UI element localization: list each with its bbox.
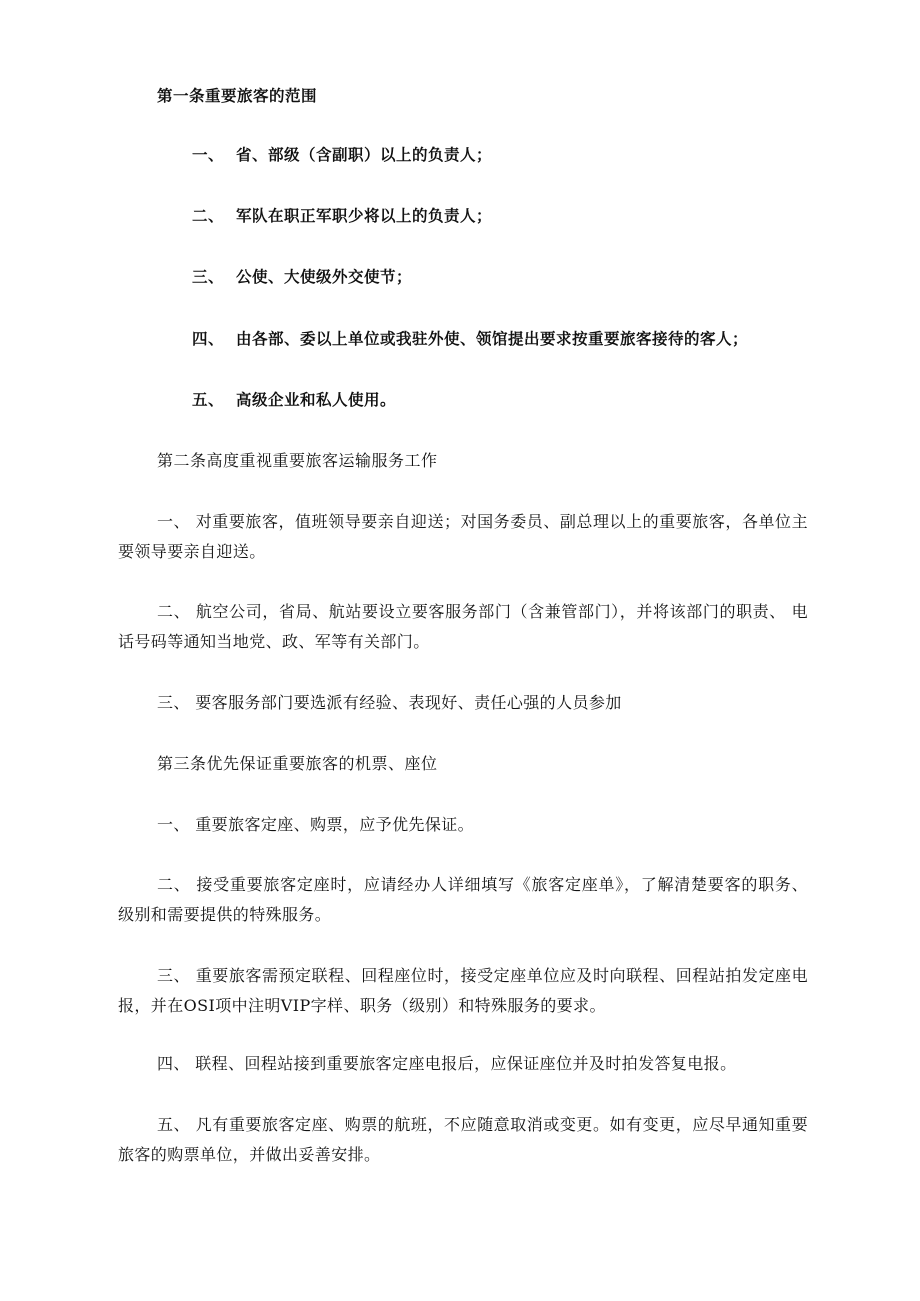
article-3-title: 第三条优先保证重要旅客的机票、座位 (157, 754, 438, 773)
article-3-paragraph: 三、 重要旅客需预定联程、回程座位时，接受定座单位应及时向联程、回程站拍发定座电报，并在OSI项中注明VIP字样、职务（级别）和特殊服务的要求。 (118, 966, 808, 1015)
item-number: 三、 (192, 268, 225, 286)
article-3-paragraph: 四、 联程、回程站接到重要旅客定座电报后，应保证座位并及时拍发答复电报。 (157, 1054, 737, 1073)
item-text: 高级企业和私人使用。 (236, 391, 397, 409)
article-1-item (192, 206, 492, 226)
item-text: 军队在职正军职少将以上的负责人； (236, 207, 493, 225)
article-2-title: 第二条高度重视重要旅客运输服务工作 (157, 451, 438, 470)
item-number: 五、 (192, 391, 225, 409)
article-2-paragraph: 三、 要客服务部门要选派有经验、表现好、责任心强的人员参加 (157, 693, 622, 712)
item-text: 省、部级（含副职）以上的负责人； (236, 146, 493, 164)
item-text: 公使、大使级外交使节； (236, 268, 413, 286)
item-text: 由各部、委以上单位或我驻外使、领馆提出要求按重要旅客接待的客人； (236, 330, 749, 348)
article-3-paragraph: 一、 重要旅客定座、购票，应予优先保证。 (157, 815, 475, 834)
article-2-paragraph: 一、 对重要旅客，值班领导要亲自迎送；对国务委员、副总理以上的重要旅客，各单位主要领导要亲自迎送。 (118, 512, 808, 561)
article-1-item (192, 390, 396, 410)
article-1-item (192, 329, 748, 349)
article-1-item (192, 145, 492, 165)
article-1-title: 第一条重要旅客的范围 (157, 87, 318, 105)
item-number: 二、 (192, 207, 225, 225)
article-3-paragraph: 二、 接受重要旅客定座时，应请经办人详细填写《旅客定座单》，了解清楚要客的职务、级别和需要提供的特殊服务。 (118, 875, 808, 924)
article-1-item (192, 267, 412, 287)
item-number: 一、 (192, 146, 225, 164)
article-3-paragraph: 五、 凡有重要旅客定座、购票的航班，不应随意取消或变更。如有变更，应尽早通知重要旅客的购票单位，并做出妥善安排。 (118, 1115, 808, 1164)
item-number: 四、 (192, 330, 225, 348)
article-2-paragraph: 二、 航空公司，省局、航站要设立要客服务部门（含兼管部门），并将该部门的职责、 电话号码等通知当地党、政、军等有关部门。 (118, 602, 808, 651)
